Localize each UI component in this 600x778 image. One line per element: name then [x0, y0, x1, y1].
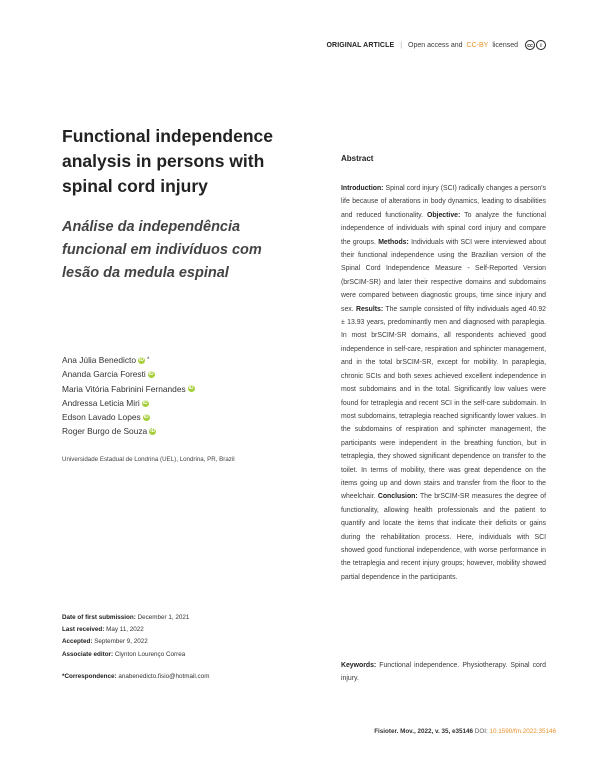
- keywords-value: Functional independence. Physiotherapy. Spinal cord injury.: [341, 662, 546, 683]
- author-item: [62, 396, 195, 410]
- submission-dates: [62, 612, 189, 661]
- article-header: [327, 40, 547, 50]
- methods-text: Individuals with SCI were interviewed about their functional independence using the Brazilian version of the Spinal Cord Independence Measure - Self-Reported Version (brSCIM-SR) and later their respective domains and subdomains were compared between diagnostic groups, time since injury and sex.: [341, 238, 546, 313]
- orcid-icon[interactable]: iD: [143, 413, 149, 420]
- abstract-heading: Abstract: [341, 154, 374, 163]
- author-item: [62, 367, 195, 381]
- license-suffix: licensed: [492, 41, 518, 49]
- orcid-icon[interactable]: iD: [148, 370, 154, 377]
- date-value: Clynton Lourenço Correa: [114, 650, 186, 658]
- author-item: [62, 410, 195, 424]
- conclusion-text: The brSCIM-SR measures the degree of functionality, allowing health professionals and the patient to quantify and locate the items that indicate their deficits or gains during the rehabilitation process. Here, individuals with SCI showed good functional independence, with worse performance in the tetraplegia and recent injury groups; however, mobility showed partial dependence in the participants.: [341, 493, 546, 581]
- conclusion-label: Conclusion:: [377, 493, 418, 501]
- keywords-label: Keywords:: [341, 662, 377, 669]
- header-separator: |: [400, 41, 403, 49]
- by-icon: i: [536, 40, 546, 50]
- date-label: Accepted:: [62, 638, 93, 646]
- author-name: Andressa Leticia Miri: [62, 397, 140, 408]
- keywords: [341, 659, 546, 686]
- license-link[interactable]: CC-BY: [466, 41, 489, 49]
- author-item: [62, 353, 195, 367]
- orcid-icon[interactable]: iD: [150, 428, 156, 435]
- author-item: [62, 424, 195, 438]
- date-row: [62, 649, 189, 661]
- access-text: Open access and: [408, 41, 463, 49]
- objective-text: To analyze the functional independence of individuals with spinal cord injury and compare the groups.: [341, 211, 546, 246]
- date-label: Last received:: [62, 626, 105, 634]
- results-label: Results:: [355, 305, 384, 313]
- objective-label: Objective:: [426, 211, 461, 219]
- author-list: [62, 353, 195, 439]
- orcid-icon[interactable]: iD: [188, 385, 194, 392]
- correspondence-label: *Correspondence:: [62, 673, 117, 680]
- author-name: Edson Lavado Lopes: [62, 412, 141, 423]
- results-text: The sample consisted of fifty individuals aged 40.92 ± 13.93 years, predominantly men and diagnosed with paraplegia. In most brSCIM-SR domains, all respondents achieved good independence in self-care, respiration and sphincter management, and in the total brSCIM-SR, except for mobility. In paraplegia, chronic SCIs and both sexes achieved excellent independence in most subdomains and in the total. Significantly low values were found for tetraplegia and recent SCI in the self-care subdomain. In most subdomains, tetraplegia reached significantly lower values. In the subdomains of respiration and sphincter management, the participants were independent in the breathing function, but in tetraplegia, they showed significant dependence on transfer to the toilet. In terms of mobility, there was great dependence on the items going up and down stairs and transfer from the floor to the wheelchair.: [341, 305, 547, 501]
- article-title: Functional independence analysis in persons with spinal cord injury: [62, 126, 273, 196]
- author-name: Ana Júlia Benedicto: [62, 355, 137, 365]
- date-label: Associate editor:: [62, 650, 114, 658]
- date-row: [62, 624, 189, 636]
- affiliation: Universidade Estadual de Londrina (UEL), Londrina, PR, Brazil: [62, 456, 235, 463]
- date-row: [62, 636, 189, 648]
- date-value: September 9, 2022: [94, 638, 148, 646]
- journal-citation: Fisioter. Mov., 2022, v. 35, e35146: [374, 728, 474, 735]
- orcid-icon[interactable]: iD: [139, 356, 145, 363]
- date-value: May 11, 2022: [106, 626, 144, 634]
- doi-link[interactable]: 10.1590/fm.2022.35146: [489, 728, 556, 735]
- author-name: Roger Burgo de Souza: [62, 426, 148, 437]
- article-type: ORIGINAL ARTICLE: [326, 41, 395, 49]
- intro-label: Introduction:: [341, 185, 384, 192]
- abstract-body: [341, 182, 546, 584]
- correspondence-mark: *: [147, 357, 150, 363]
- orcid-icon[interactable]: iD: [142, 399, 148, 406]
- author-name: Ananda Garcia Foresti: [62, 369, 146, 380]
- correspondence: [62, 673, 209, 680]
- doi-label: DOI:: [474, 728, 488, 735]
- date-label: Date of first submission:: [62, 614, 136, 621]
- cc-icon: cc: [525, 40, 535, 50]
- alternate-title: Análise da independência funcional em indivíduos com lesão da medula espinal: [62, 219, 262, 281]
- page-footer: [374, 728, 556, 735]
- date-row: [62, 612, 189, 624]
- license-badge[interactable]: [525, 40, 546, 50]
- author-name: Maria Vitória Fabrinini Fernandes: [62, 383, 186, 394]
- date-value: December 1, 2021: [137, 614, 190, 621]
- correspondence-email[interactable]: anabenedicto.fisio@hotmail.com: [118, 673, 210, 680]
- intro-text: Spinal cord injury (SCI) radically changes a person's life because of alterations in body dynamics, leading to disabilities and reduced functionality.: [341, 185, 546, 219]
- methods-label: Methods:: [378, 238, 409, 246]
- author-item: [62, 382, 195, 396]
